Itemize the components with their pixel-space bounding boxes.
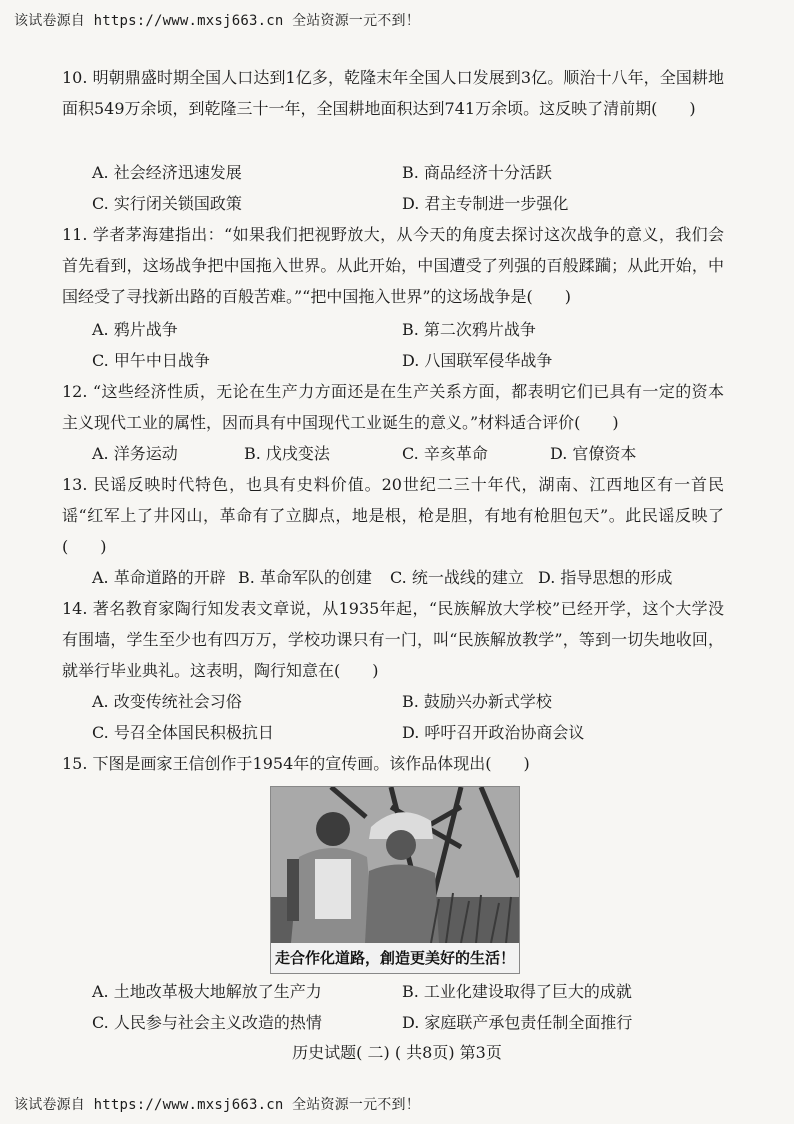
question-14-stem: 14. 著名教育家陶行知发表文章说，从1935年起，“民族解放大学校”已经开学，这个大学没有围墙，学生至少也有四万万，学校功课只有一门，叫“民族解放教学”，等到一切失地收回，就举行毕业典礼。这表明，陶行知意在( ) [62, 599, 724, 680]
option-c: C. 辛亥革命 [402, 444, 488, 463]
option-b: B. 第二次鸦片战争 [402, 320, 536, 339]
question-15-stem: 15. 下图是画家王信创作于1954年的宣传画。该作品体现出( ) [62, 754, 530, 773]
option-c: C. 统一战线的建立 [390, 568, 524, 587]
question-15-options [92, 976, 712, 1038]
question-10-options [92, 157, 712, 219]
option-c: C. 人民参与社会主义改造的热情 [92, 1013, 322, 1032]
option-d: D. 官僚资本 [550, 444, 637, 463]
option-b: B. 革命军队的创建 [238, 568, 372, 587]
option-a: A. 改变传统社会习俗 [92, 692, 242, 711]
question-11-options [92, 314, 712, 376]
question-13-options [92, 562, 712, 593]
option-d: D. 君主专制进一步强化 [402, 194, 569, 213]
option-a: A. 鸦片战争 [92, 320, 178, 339]
page-footer: 历史试题( 二) ( 共8页) 第3页 [292, 1043, 502, 1062]
question-13-stem: 13. 民谣反映时代特色，也具有史料价值。20世纪二三十年代，湖南、江西地区有一首民谣“红军上了井冈山，革命有了立脚点，地是根，枪是胆，有地有枪胆包天”。此民谣反映了( ) [62, 475, 724, 556]
option-b: B. 鼓励兴办新式学校 [402, 692, 552, 711]
option-b: B. 商品经济十分活跃 [402, 163, 552, 182]
option-d: D. 指导思想的形成 [538, 568, 673, 587]
question-11-stem: 11. 学者茅海建指出：“如果我们把视野放大，从今天的角度去探讨这次战争的意义，我们会首先看到，这场战争把中国拖入世界。从此开始，中国遭受了列强的百般蹂躏；从此开始，中国经受了寻找新出路的百般苦难。”“把中国拖入世界”的这场战争是( ) [62, 225, 724, 306]
option-d: D. 家庭联产承包责任制全面推行 [402, 1013, 633, 1032]
option-c: C. 甲午中日战争 [92, 351, 210, 370]
question-14-options [92, 686, 712, 748]
option-a: A. 土地改革极大地解放了生产力 [92, 982, 322, 1001]
option-a: A. 洋务运动 [92, 444, 178, 463]
option-b: B. 工业化建设取得了巨大的成就 [402, 982, 632, 1001]
option-a: A. 革命道路的开辟 [92, 568, 226, 587]
poster-slogan: 走合作化道路，創造更美好的生活！ [271, 943, 519, 973]
farmer-woman-figure [365, 812, 439, 943]
option-d: D. 八国联军侵华战争 [402, 351, 553, 370]
source-banner-bottom: 该试卷源自 https://www.mxsj663.cn 全站资源一元不到！ [14, 1097, 420, 1113]
option-b: B. 戊戌变法 [244, 444, 330, 463]
option-c: C. 号召全体国民积极抗日 [92, 723, 274, 742]
option-a: A. 社会经济迅速发展 [92, 163, 242, 182]
option-c: C. 实行闭关锁国政策 [92, 194, 242, 213]
propaganda-poster-image [270, 786, 520, 974]
question-12-stem: 12. “这些经济性质，无论在生产力方面还是在生产关系方面，都表明它们已具有一定的资本主义现代工业的属性，因而具有中国现代工业诞生的意义。”材料适合评价( ) [62, 382, 724, 432]
source-banner-top: 该试卷源自 https://www.mxsj663.cn 全站资源一元不到！ [14, 13, 420, 29]
question-12-options [92, 438, 712, 469]
question-10-stem: 10. 明朝鼎盛时期全国人口达到1亿多，乾隆末年全国人口发展到3亿。顺治十八年，全国耕地面积549万余顷，到乾隆三十一年，全国耕地面积达到741万余顷。这反映了清前期( ) [62, 68, 724, 118]
option-d: D. 呼吁召开政治协商会议 [402, 723, 585, 742]
